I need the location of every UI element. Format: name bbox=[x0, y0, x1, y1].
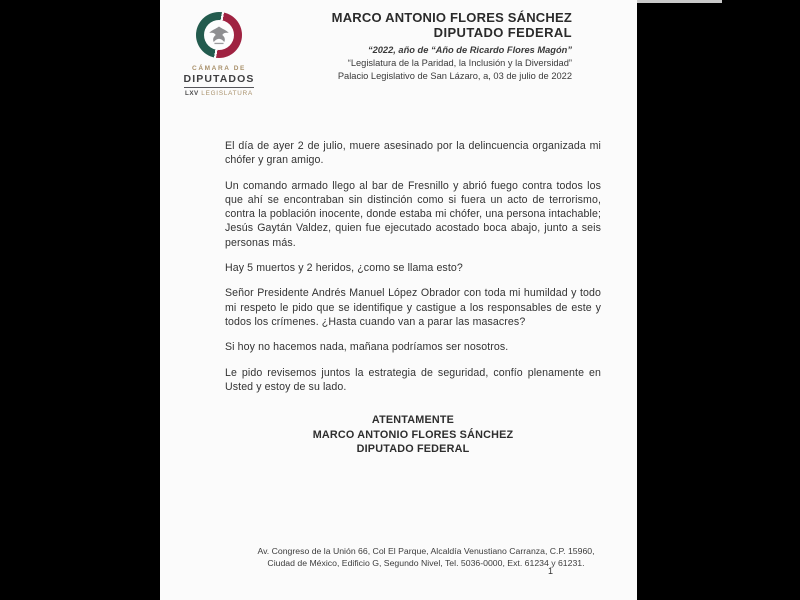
logo-divider bbox=[184, 87, 254, 88]
legislature-number: LXV bbox=[184, 90, 199, 97]
letter-document bbox=[160, 0, 637, 600]
footer-address: Av. Congreso de la Unión 66, Col El Parque, Alcaldía Venustiano Carranza, C.P. 15960, Ciudad de México, Edificio G, Segundo Nivel, Tel. 5036-0000, Ext. 61234 y 61231. bbox=[257, 546, 595, 568]
letter-paragraph: Hay 5 muertos y 2 heridos, ¿como se llama esto? bbox=[225, 262, 463, 275]
logo-text-camara-de: CÁMARA DE bbox=[192, 65, 246, 72]
letter-paragraph: Le pido revisemos juntos la estrategia de seguridad, confío plenamente en Usted y estoy de su lado. bbox=[225, 366, 601, 393]
legislature-label: LEGISLATURA bbox=[201, 90, 254, 97]
letterhead bbox=[242, 10, 572, 83]
deputy-title: DIPUTADO FEDERAL bbox=[433, 25, 572, 40]
deputy-name: MARCO ANTONIO FLORES SÁNCHEZ bbox=[331, 10, 572, 25]
dateline: Palacio Legislativo de San Lázaro, a, 03 de julio de 2022 bbox=[337, 71, 572, 81]
logo-text-diputados: DIPUTADOS bbox=[183, 73, 255, 85]
logo-text-legislatura bbox=[182, 90, 256, 97]
signature-title: DIPUTADO FEDERAL bbox=[356, 443, 470, 455]
eagle-icon bbox=[204, 20, 234, 50]
motto-year: “2022, año de “Año de Ricardo Flores Magón” bbox=[367, 45, 572, 55]
signature-block bbox=[225, 413, 601, 457]
letter-paragraph: El día de ayer 2 de julio, muere asesinado por la delincuencia organizada mi chófer y gran amigo. bbox=[225, 140, 601, 167]
motto-legislature: “Legislatura de la Paridad, la Inclusión y la Diversidad” bbox=[347, 58, 572, 68]
letter-body bbox=[225, 139, 601, 405]
letter-paragraph: Si hoy no hacemos nada, mañana podríamos ser nosotros. bbox=[225, 341, 509, 354]
camara-diputados-emblem-icon bbox=[196, 12, 242, 58]
page-number: 1 bbox=[548, 566, 554, 576]
letter-paragraph: Un comando armado llego al bar de Fresnillo y abrió fuego contra todos los que ahí se encontraban sin distinción como si fuera un acto de terrorismo, contra la población inocente, donde estaba mi chófer, una persona intachable; Jesús Gaytán Valdez, quien fue ejecutado acostado boca abajo, junto a seis personas más. bbox=[225, 179, 601, 249]
signature-name: MARCO ANTONIO FLORES SÁNCHEZ bbox=[312, 428, 514, 441]
letter-paragraph: Señor Presidente Andrés Manuel López Obrador con toda mi humildad y todo mi respeto le pido que se identifique y castigue a los responsables de este y todos los crímenes. ¿Hasta cuando van a parar las masacres? bbox=[225, 287, 601, 328]
closing-atentamente: ATENTAMENTE bbox=[371, 414, 455, 426]
